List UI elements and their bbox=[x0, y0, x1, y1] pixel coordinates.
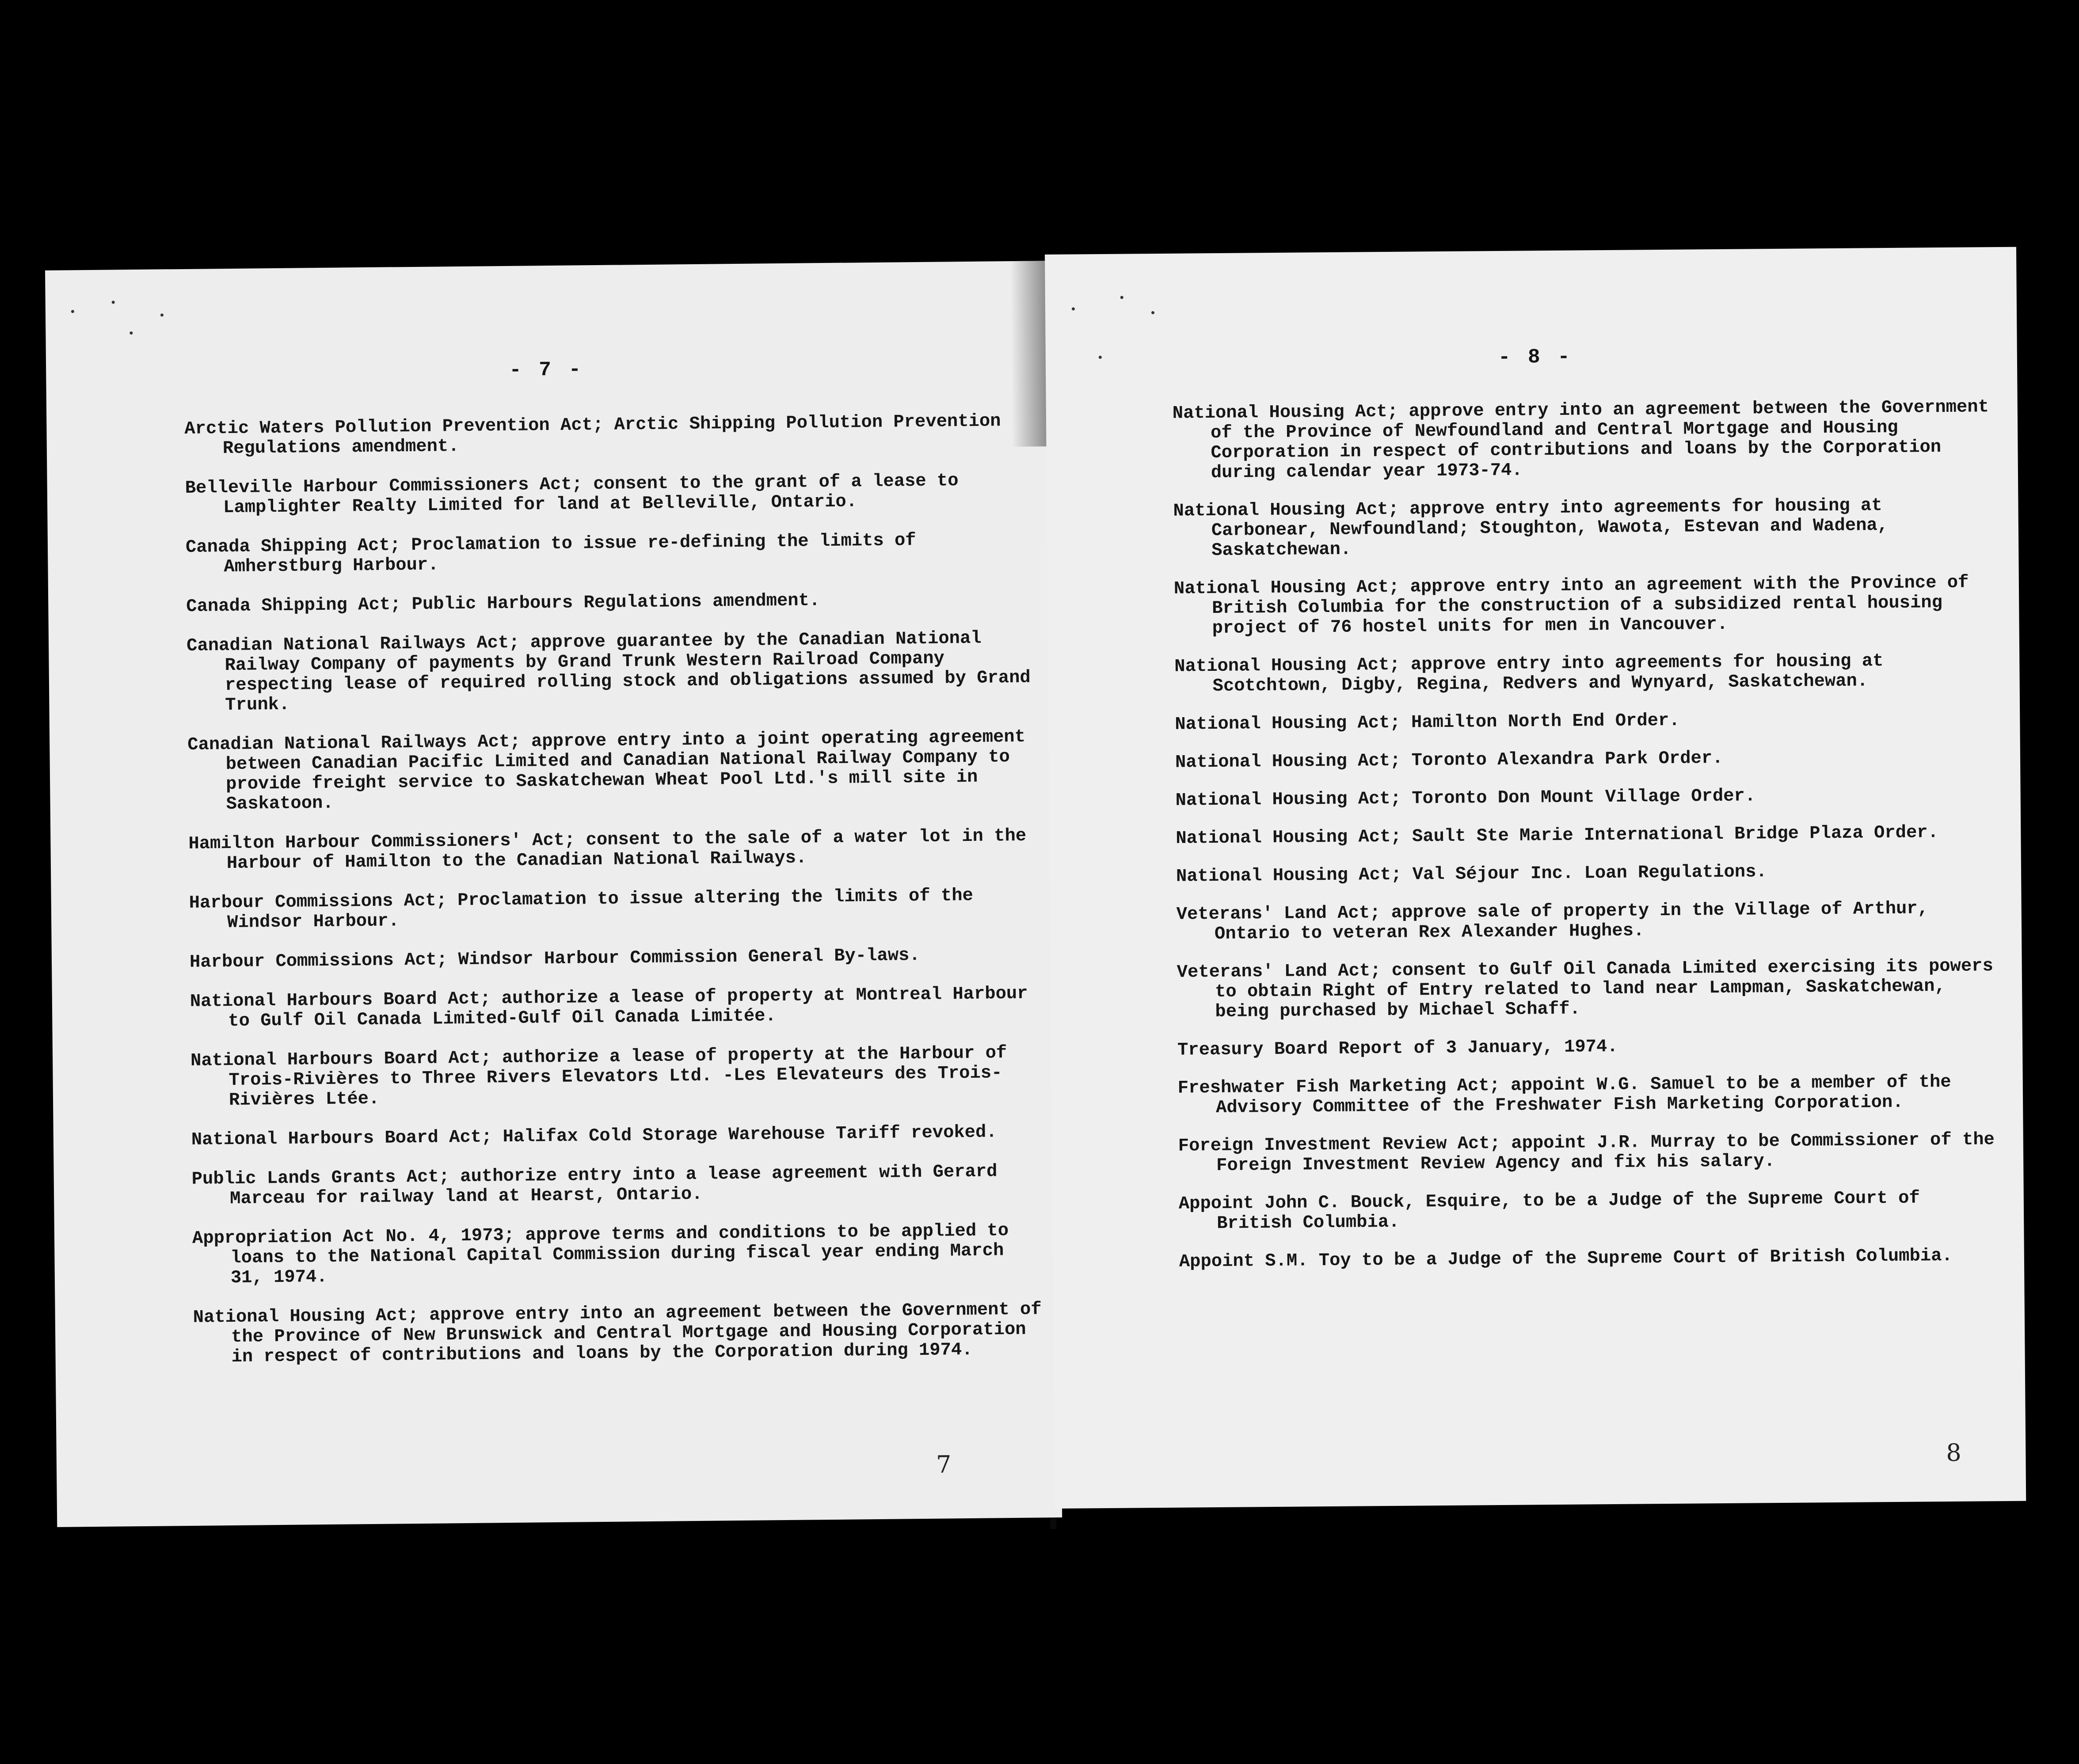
list-item: National Housing Act; Toronto Alexandra Park Order. bbox=[1175, 748, 1723, 773]
list-item: Arctic Waters Pollution Prevention Act; Arctic Shipping Pollution Prevention Regulations amendment. bbox=[184, 411, 1001, 459]
list-item: National Housing Act; approve entry into an agreement with the Province of British Columbia for the construction of a subsidized rental housing project of 76 hostel units for men in Vancouver. bbox=[1173, 572, 1969, 639]
page-number: - 7 - bbox=[509, 358, 584, 382]
list-item: National Housing Act; Sault Ste Marie International Bridge Plaza Order. bbox=[1176, 822, 1939, 849]
page-number: - 8 - bbox=[1498, 345, 1573, 369]
list-item: National Housing Act; Hamilton North End Order. bbox=[1175, 710, 1680, 735]
list-item: Canadian National Railways Act; approve entry into a joint operating agreement between Canadian Pacific Limited and Canadian National Railway Company to provide freight service to Saskatchewan Wheat Pool Ltd.'s mill site in Saskatoon. bbox=[187, 726, 1026, 815]
entry-list bbox=[184, 411, 1042, 1387]
list-item: Public Lands Grants Act; authorize entry into a lease agreement with Gerard Marceau for railway land at Hearst, Ontario. bbox=[191, 1161, 998, 1209]
list-item: Appoint S.M. Toy to be a Judge of the Supreme Court of British Columbia. bbox=[1179, 1245, 1953, 1272]
right-page bbox=[1045, 247, 2026, 1509]
list-item: National Housing Act; approve entry into agreements for housing at Scotchtown, Digby, Regina, Redvers and Wynyard, Saskatchewan. bbox=[1174, 651, 1884, 697]
list-item: Veterans' Land Act; approve sale of property in the Village of Arthur, Ontario to veteran Rex Alexander Hughes. bbox=[1176, 898, 1929, 945]
list-item: Harbour Commissions Act; Windsor Harbour Commission General By-laws. bbox=[189, 945, 920, 973]
list-item: Foreign Investment Review Act; appoint J.R. Murray to be Commissioner of the Foreign Investment Review Agency and fix his salary. bbox=[1178, 1129, 1995, 1176]
ink-speck bbox=[1151, 311, 1154, 314]
ink-speck bbox=[129, 331, 133, 335]
handwritten-folio: 8 bbox=[1946, 1438, 1961, 1467]
list-item: Canada Shipping Act; Proclamation to issue re-defining the limits of Amherstburg Harbour. bbox=[185, 530, 916, 578]
list-item: National Housing Act; approve entry into an agreement between the Government of the Province of Newfoundland and Central Mortgage and Housing Corporation in respect of contributions and loans by the Corporation during calendar year 1973-74. bbox=[1172, 397, 1989, 483]
ink-speck bbox=[1120, 296, 1123, 299]
ink-speck bbox=[1099, 356, 1102, 359]
ink-speck bbox=[1072, 307, 1075, 310]
list-item: Canada Shipping Act; Public Harbours Regulations amendment. bbox=[186, 590, 820, 617]
list-item: National Housing Act; Val Séjour Inc. Loan Regulations. bbox=[1176, 862, 1767, 887]
list-item: Appoint John C. Bouck, Esquire, to be a Judge of the Supreme Court of British Columbia. bbox=[1178, 1188, 1920, 1234]
list-item: National Housing Act; Toronto Don Mount Village Order. bbox=[1175, 786, 1756, 811]
list-item: Belleville Harbour Commissioners Act; consent to the grant of a lease to Lamplighter Realty Limited for land at Belleville, Ontario. bbox=[185, 471, 959, 518]
list-item: Harbour Commissions Act; Proclamation to issue altering the limits of the Windsor Harbour. bbox=[189, 885, 974, 933]
list-item: Canadian National Railways Act; approve guarantee by the Canadian National Railway Company of payments by Grand Trunk Western Railroad Company respecting lease of required rolling stock and obligations assumed by Grand Trunk. bbox=[186, 628, 1031, 716]
list-item: Treasury Board Report of 3 January, 1974. bbox=[1177, 1036, 1618, 1061]
entry-list bbox=[1173, 397, 2006, 1290]
ink-speck bbox=[112, 300, 115, 304]
list-item: National Harbours Board Act; authorize a lease of property at the Harbour of Trois-Rivières to Three Rivers Elevators Ltd. -Les Elevateurs des Trois-Rivières Ltée. bbox=[190, 1043, 1007, 1111]
ink-speck bbox=[71, 310, 74, 313]
list-item: Veterans' Land Act; consent to Gulf Oil Canada Limited exercising its powers to obtain Right of Entry related to land near Lampman, Saskatchewan, being purchased by Michael Schaff. bbox=[1177, 956, 1994, 1023]
list-item: National Housing Act; approve entry into an agreement between the Government of the Province of New Brunswick and Central Mortgage and Housing Corporation in respect of contributions and loans by the Corporation during 1974. bbox=[193, 1299, 1042, 1368]
left-page bbox=[45, 261, 1062, 1527]
list-item: Freshwater Fish Marketing Act; appoint W.G. Samuel to be a member of the Advisory Committee of the Freshwater Fish Marketing Corporation. bbox=[1177, 1072, 1951, 1118]
list-item: National Harbours Board Act; authorize a lease of property at Montreal Harbour to Gulf Oil Canada Limited-Gulf Oil Canada Limitée. bbox=[190, 983, 1028, 1032]
ink-speck bbox=[160, 313, 164, 316]
list-item: National Harbours Board Act; Halifax Cold Storage Warehouse Tariff revoked. bbox=[191, 1122, 997, 1150]
handwritten-folio: 7 bbox=[936, 1450, 952, 1479]
list-item: Hamilton Harbour Commissioners' Act; consent to the sale of a water lot in the Harbour of Hamilton to the Canadian National Railways. bbox=[188, 825, 1027, 874]
list-item: Appropriation Act No. 4, 1973; approve terms and conditions to be applied to loans to the National Capital Commission during fiscal year ending March 31, 1974. bbox=[192, 1220, 1009, 1289]
list-item: National Housing Act; approve entry into agreements for housing at Carbonear, Newfoundland; Stoughton, Wawota, Estevan and Wadena, Saskatchewan. bbox=[1173, 495, 1889, 561]
